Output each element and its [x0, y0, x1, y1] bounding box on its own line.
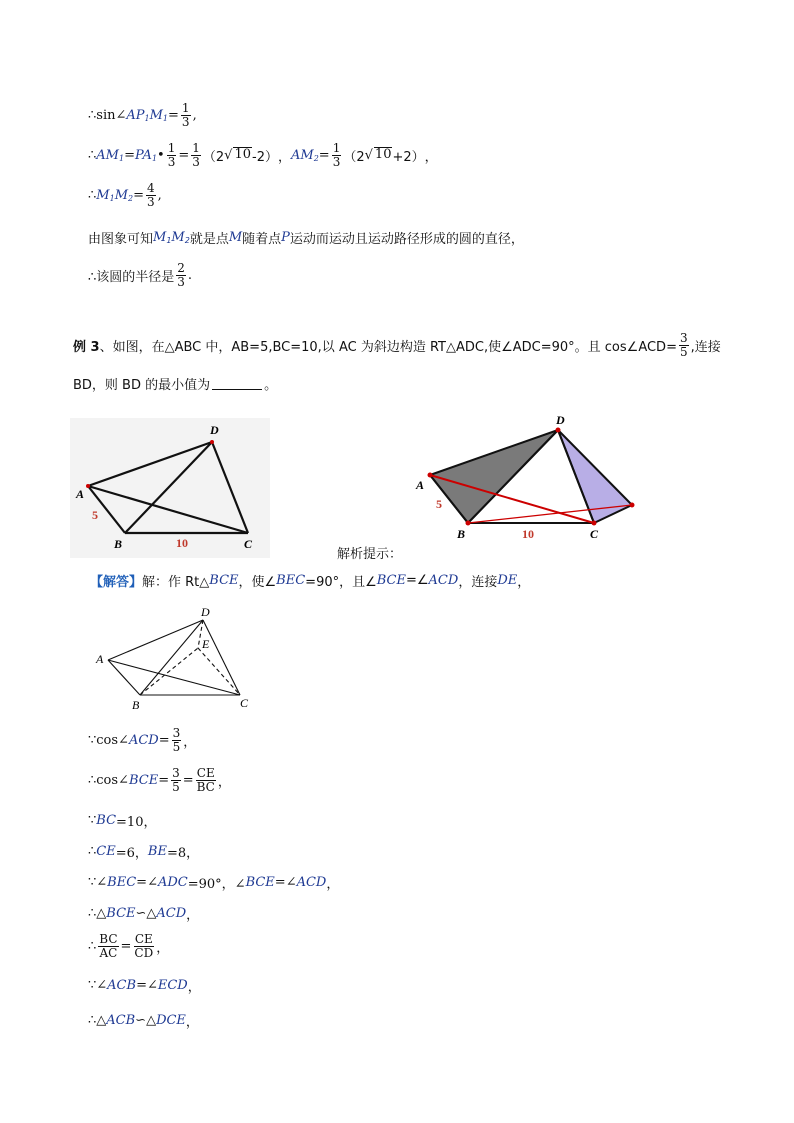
- step-9: [88, 1011, 199, 1030]
- text: ∴: [88, 147, 97, 163]
- text: ∴该圆的半径是: [88, 269, 175, 285]
- text: （2: [202, 149, 225, 165]
- math-var: BC: [96, 813, 117, 828]
- equals: =: [318, 147, 330, 163]
- equals: =: [158, 732, 170, 748]
- math-var: M: [114, 187, 128, 203]
- text: ，: [186, 908, 200, 923]
- math-var: AP: [126, 107, 145, 123]
- fraction: $\frac{1}{3}$: [181, 101, 190, 129]
- text: -2）: [252, 149, 278, 165]
- text: ∽△: [135, 906, 157, 921]
- step-1: [88, 727, 196, 753]
- math-var: BCE: [245, 875, 275, 890]
- text: =10，: [116, 815, 157, 830]
- text: ∴cos∠: [88, 772, 129, 788]
- fraction: $\frac{1}{3}$: [332, 141, 341, 169]
- step-8: [88, 976, 201, 995]
- subscript: 1: [162, 113, 169, 123]
- step-2: [88, 767, 231, 793]
- text: =∠: [136, 978, 158, 993]
- label-c: C: [240, 696, 249, 710]
- label-d: D: [201, 605, 210, 619]
- formula-line-1: [88, 102, 197, 128]
- shaded-triangle-adc: [430, 430, 558, 523]
- equals: =: [158, 772, 170, 788]
- formula-line-5: [88, 262, 192, 288]
- text: 就是点: [189, 232, 229, 247]
- fraction: $\frac{CE}{BC}$: [196, 766, 215, 794]
- math-var: BCE: [209, 573, 239, 588]
- math-var: DE: [497, 573, 518, 588]
- text: ，连接: [458, 575, 498, 590]
- example-text: BD，则 BD 的最小值为: [73, 378, 211, 393]
- equals: =: [168, 107, 179, 123]
- text: ，使∠: [238, 575, 277, 590]
- figure-3: [88, 600, 268, 715]
- math-var: AM: [291, 147, 314, 163]
- label-b: B: [457, 527, 466, 541]
- text: ∴△: [88, 906, 107, 921]
- math-var: ADC: [157, 875, 188, 890]
- dot: •: [157, 147, 165, 163]
- text: ∵cos∠: [88, 732, 129, 748]
- label-bc: 10: [522, 527, 534, 541]
- fraction: $\frac{2}{3}$: [177, 261, 185, 289]
- math-var: P: [281, 230, 290, 245]
- text: ，: [156, 940, 170, 956]
- fraction: $\frac{1}{3}$: [167, 141, 176, 169]
- label-a: A: [416, 478, 425, 492]
- text: ∴: [88, 938, 97, 954]
- text: ,: [192, 107, 197, 123]
- subscript: 2: [313, 153, 319, 163]
- text: ,: [157, 187, 162, 203]
- text: ，: [517, 575, 531, 590]
- label-c: C: [244, 537, 253, 551]
- text: ∴△: [88, 1013, 107, 1028]
- point-d: [556, 428, 561, 433]
- step-6: [88, 904, 199, 923]
- text: +2）: [392, 149, 425, 165]
- step-7: [88, 933, 169, 959]
- math-var: BCE: [106, 906, 136, 921]
- label-d: D: [556, 413, 565, 427]
- answer-blank: [212, 377, 262, 390]
- subscript: 1: [166, 236, 172, 245]
- text: 随着点: [242, 232, 282, 247]
- step-4: [88, 842, 199, 861]
- fraction: $\frac{4}{3}$: [147, 181, 155, 209]
- text: （2: [343, 149, 365, 165]
- label-ab: 5: [92, 508, 98, 522]
- text: 解：作 Rt△: [142, 575, 210, 590]
- math-var: M: [228, 230, 243, 245]
- point-d: [210, 440, 214, 444]
- fraction: $\frac{BC}{AC}$: [99, 932, 118, 960]
- fraction: $\frac{1}{3}$: [192, 141, 200, 169]
- label-a: A: [96, 652, 104, 666]
- text: =90°，且∠: [305, 575, 377, 590]
- equals: =: [133, 187, 144, 203]
- text: ∴sin∠: [88, 107, 127, 123]
- math-var: BCE: [128, 772, 159, 788]
- hint-label: 解析提示：: [337, 547, 403, 562]
- fraction: $\frac{3}{5}$: [172, 766, 180, 794]
- math-var: CE: [96, 844, 116, 859]
- label-a: A: [76, 487, 85, 501]
- sqrt-icon: √: [224, 147, 233, 163]
- text: ∵: [88, 813, 97, 828]
- math-var: M: [153, 230, 167, 245]
- example-text: ,连接: [690, 339, 721, 355]
- point-a: [86, 484, 90, 488]
- text: ，: [185, 1015, 199, 1030]
- text: ∵∠: [88, 875, 108, 890]
- text: ，: [187, 980, 201, 995]
- text-line-4: [88, 228, 524, 247]
- figure-background: [70, 418, 270, 558]
- subscript: 1: [144, 113, 150, 123]
- subscript: 2: [128, 193, 134, 203]
- point-b: [466, 521, 471, 526]
- radicand: 10: [374, 147, 392, 163]
- equals: =: [178, 147, 190, 163]
- math-var: ACD: [128, 732, 159, 748]
- dashed-lines: [140, 620, 240, 695]
- math-var: BEC: [107, 875, 137, 890]
- sqrt-icon: √: [364, 147, 373, 163]
- equals: =: [182, 772, 194, 788]
- point-e: [630, 503, 635, 508]
- subscript: 1: [151, 153, 158, 163]
- math-var: AM: [96, 147, 119, 163]
- triangle-lines: [108, 620, 240, 695]
- text: =∠: [136, 875, 158, 890]
- math-var: M: [149, 107, 163, 123]
- step-3: [88, 811, 156, 830]
- label-e: E: [202, 637, 210, 651]
- text: ，: [217, 774, 231, 790]
- equals: =: [124, 147, 135, 163]
- math-var: BEC: [276, 573, 306, 588]
- text: =∠: [274, 875, 297, 890]
- fraction: $\frac{3}{5}$: [679, 331, 688, 359]
- label-d: D: [210, 423, 219, 437]
- text: ，: [183, 734, 197, 750]
- fraction: $\frac{3}{5}$: [172, 726, 181, 754]
- example-line-1: [73, 332, 721, 358]
- text: =8，: [166, 846, 200, 861]
- text: 由图象可知: [88, 232, 154, 247]
- math-var: DCE: [156, 1013, 186, 1028]
- point-a: [428, 473, 433, 478]
- text: ∴: [88, 844, 97, 859]
- text: ，: [277, 149, 291, 165]
- example-line-2: [73, 374, 277, 393]
- label-bc: 10: [176, 536, 188, 550]
- example-label: 例 3: [73, 339, 100, 355]
- figure-1: [70, 418, 270, 558]
- math-var: ECD: [157, 978, 188, 993]
- math-var: BE: [147, 844, 167, 859]
- math-var: M: [96, 187, 110, 203]
- answer-tag: 【解答】: [90, 575, 143, 590]
- text: ∴: [88, 187, 97, 203]
- text: =90°，∠: [187, 877, 246, 892]
- text: ∽△: [135, 1013, 157, 1028]
- math-var: ACD: [156, 906, 187, 921]
- label-b: B: [114, 537, 123, 551]
- math-var: ACD: [296, 875, 327, 890]
- text: ，: [326, 877, 340, 892]
- math-var: ACD: [428, 573, 459, 588]
- fraction: $\frac{CE}{CD}$: [134, 932, 154, 960]
- math-var: ACB: [107, 978, 137, 993]
- formula-line-3: [88, 182, 162, 208]
- answer-line: [90, 571, 530, 590]
- figure-2: [410, 408, 645, 548]
- label-b: B: [132, 698, 140, 712]
- text: ，: [424, 149, 438, 165]
- subscript: 2: [184, 236, 190, 245]
- subscript: 1: [118, 153, 125, 163]
- math-var: PA: [134, 147, 152, 163]
- math-var: BCE: [376, 573, 406, 588]
- formula-line-2: [88, 142, 438, 168]
- step-5: [88, 873, 339, 892]
- equals: =: [120, 938, 132, 954]
- example-text: 。: [264, 378, 278, 393]
- text: .: [187, 267, 193, 283]
- subscript: 1: [109, 193, 115, 203]
- label-ab: 5: [436, 497, 442, 511]
- math-var: M: [171, 230, 185, 245]
- text: 运动而运动且运动路径形成的圆的直径，: [289, 232, 524, 247]
- point-c: [592, 521, 597, 526]
- label-c: C: [590, 527, 599, 541]
- radicand: 10: [234, 147, 252, 163]
- math-var: ACB: [106, 1013, 136, 1028]
- text: ∵∠: [88, 978, 108, 993]
- example-text: 、如图，在△ABC 中，AB=5,BC=10,以 AC 为斜边构造 RT△ADC,使∠ADC=90°。且 cos∠ACD=: [99, 339, 677, 355]
- text: =6，: [115, 846, 148, 861]
- text: =∠: [406, 573, 429, 588]
